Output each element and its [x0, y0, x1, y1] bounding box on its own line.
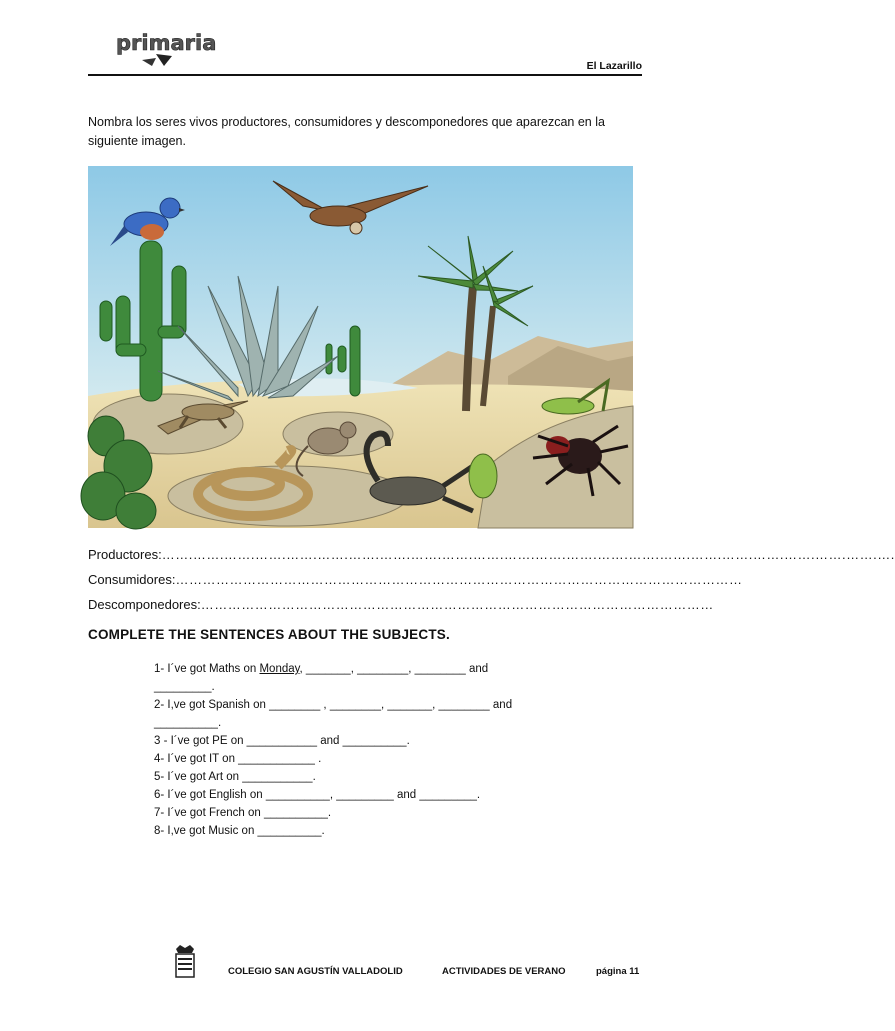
desert-ecosystem-illustration [88, 166, 633, 528]
section-title: COMPLETE THE SENTENCES ABOUT THE SUBJECTS. [88, 627, 450, 642]
logo-text: primaria [116, 31, 217, 55]
sentence-2[interactable]: 2- I,ve got Spanish on ________ , ________, _______, ________ and __________. [154, 699, 513, 729]
answer-label: Consumidores: [88, 572, 176, 587]
primaria-logo [112, 22, 217, 68]
answer-line-consumidores[interactable] [88, 567, 743, 592]
sentence-1[interactable] [154, 660, 534, 696]
footer-school: COLEGIO SAN AGUSTÍN VALLADOLID [228, 966, 403, 977]
answer-dots: …………………………………………………………………………………………………… [200, 597, 714, 612]
sentence-7[interactable]: 7- I´ve got French on __________. [154, 807, 332, 819]
sentence-6[interactable]: 6- I´ve got English on __________, _________ and _________. [154, 789, 481, 801]
sentences-list [154, 660, 594, 840]
school-crest-icon [174, 945, 196, 979]
footer-page: página 11 [596, 966, 640, 977]
header-rule [88, 74, 642, 76]
instructions-text: Nombra los seres vivos productores, consumidores y descomponedores que aparezcan en la siguiente imagen. [88, 115, 605, 148]
sentence-1-example: Monday [259, 663, 300, 675]
answer-lines [88, 542, 895, 617]
sentence-4[interactable]: 4- I´ve got IT on ____________ . [154, 753, 322, 765]
answer-line-productores[interactable] [88, 542, 895, 567]
sentence-8[interactable]: 8- I,ve got Music on __________. [154, 825, 325, 837]
answer-label: Descomponedores: [88, 597, 201, 612]
sentence-3[interactable]: 3 - I´ve got PE on ___________ and __________. [154, 735, 410, 747]
sentence-1-prefix: 1- I´ve got Maths on [154, 663, 260, 675]
sentence-5[interactable]: 5- I´ve got Art on ___________. [154, 771, 316, 783]
answer-label: Productores: [88, 547, 162, 562]
section-label: El Lazarillo [586, 60, 642, 72]
sentence-1-rest: , _______, ________, ________ and _________. [154, 663, 489, 693]
answer-dots: ……………………………………………………………………………………………………………… [175, 572, 743, 587]
footer-program: ACTIVIDADES DE VERANO [442, 966, 566, 977]
answer-dots: …….…….…….…….…….…….…….…….…….…….…….…….…….…….…….…….…….…….…….…….…….…….…….…. [161, 547, 895, 562]
answer-line-descomponedores[interactable] [88, 592, 714, 617]
